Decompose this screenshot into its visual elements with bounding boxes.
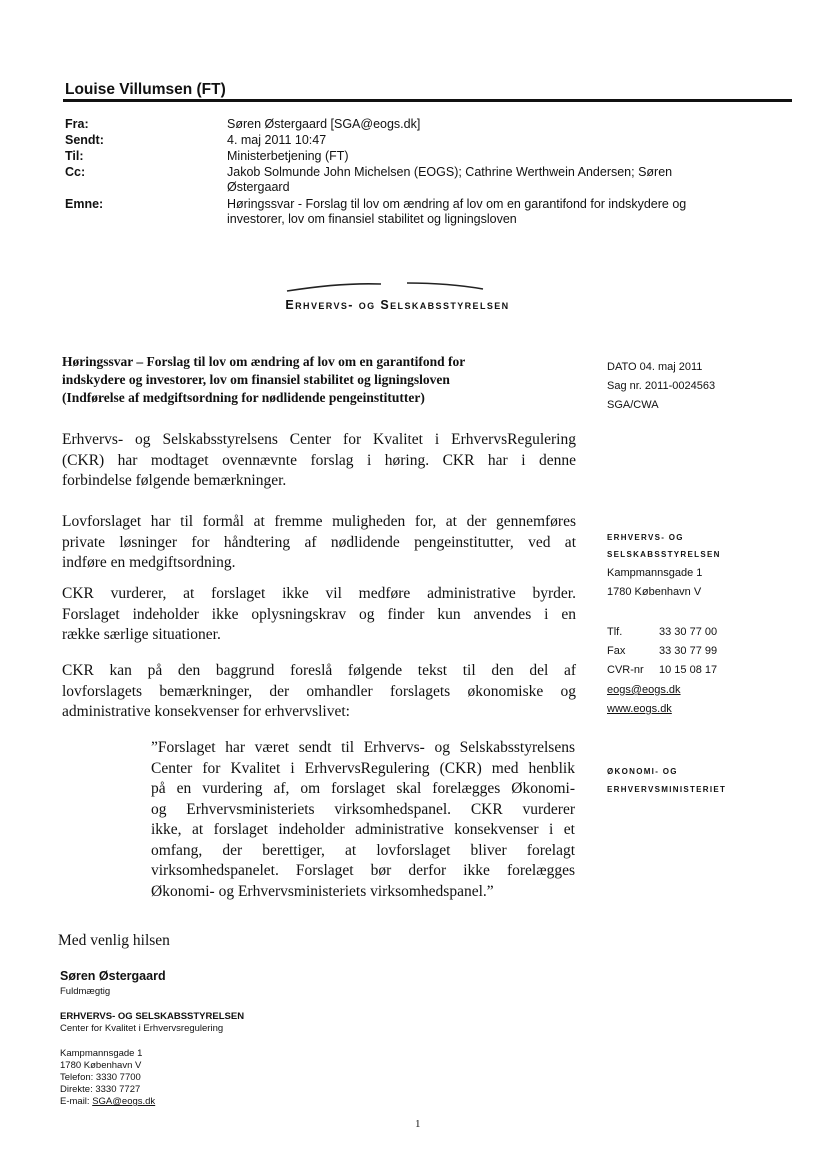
ministry-line2: ERHVERVSMINISTERIET	[607, 785, 727, 794]
paragraph-line: Erhvervs- og Selskabsstyrelsens Center for Kvalitet i ErhvervsRegulering	[62, 431, 576, 448]
signature-email-line	[60, 1096, 155, 1107]
letter-subject	[62, 353, 542, 407]
fax-value: 33 30 77 99	[659, 645, 718, 657]
org-name-line1: ERHVERVS- OG	[607, 533, 684, 542]
page-number: 1	[415, 1118, 421, 1130]
quote-line: ikke, at forslaget indeholder administrative konsekvenser i et	[151, 821, 575, 838]
body-paragraph	[62, 430, 576, 492]
paragraph-line: CKR vurderer, at forslaget ikke vil medføre administrative byrder.	[62, 585, 576, 602]
ministry-line1: ØKONOMI- OG	[607, 767, 678, 776]
signature-dept: Center for Kvalitet i Erhvervsregulering	[60, 1023, 224, 1034]
org-email-link[interactable]: eogs@eogs.dk	[607, 684, 681, 696]
signature-title: Fuldmægtig	[60, 986, 111, 997]
paragraph-line: Lovforslaget har til formål at fremme muligheden for, at der gennemføres	[62, 513, 576, 530]
paragraph-line: private løsninger for håndtering af nødlidende pengeinstitutter, ved at	[62, 533, 576, 551]
email-subject-line: investorer, lov om finansiel stabilitet og ligningsloven	[227, 212, 517, 226]
signature-email-link[interactable]: SGA@eogs.dk	[92, 1096, 156, 1107]
signature-org: ERHVERVS- OG SELSKABSSTYRELSEN	[60, 1011, 245, 1022]
reference: SGA/CWA	[607, 399, 659, 411]
paragraph-line: administrative konsekvenser for erhvervslivet:	[62, 703, 350, 720]
subject-label: Emne:	[65, 197, 104, 211]
agency-logo-swoosh-icon	[285, 275, 485, 295]
org-web-link[interactable]: www.eogs.dk	[607, 703, 672, 715]
body-paragraph	[62, 661, 576, 723]
paragraph-line: Forslaget indeholder ikke oplysningskrav og finder kun anvendes i en	[62, 605, 576, 623]
paragraph-line: CKR kan på den baggrund foreslå følgende tekst til den del af	[62, 662, 576, 679]
subject-line: indskydere og investorer, lov om finansiel stabilitet og ligningsloven	[62, 372, 450, 387]
cc-line: Østergaard	[227, 180, 290, 194]
cc-line: Jakob Solmunde John Michelsen (EOGS); Cathrine Werthwein Andersen; Søren	[227, 165, 673, 179]
closing-greeting: Med venlig hilsen	[58, 932, 170, 949]
quote-line: ”Forslaget har været sendt til Erhvervs- og Selskabsstyrelsens	[151, 739, 575, 756]
signature-email-label: E-mail:	[60, 1096, 93, 1107]
signature-address-line: Kampmannsgade 1	[60, 1048, 143, 1059]
from-value: Søren Østergaard [SGA@eogs.dk]	[227, 117, 421, 131]
cvr-label: CVR-nr	[607, 664, 644, 676]
paragraph-line: lovforslagets bemærkninger, der omhandler forslagets økonomiske og	[62, 682, 576, 700]
proposed-text-quote	[151, 738, 575, 902]
header-divider	[63, 99, 792, 102]
signature-name: Søren Østergaard	[60, 969, 166, 983]
quote-line: og Erhvervsministeriets virksomhedspanel. CKR vurderer	[151, 800, 575, 818]
from-label: Fra:	[65, 117, 89, 131]
signature-address-line: 1780 København V	[60, 1060, 142, 1071]
letter-date: DATO 04. maj 2011	[607, 361, 703, 373]
body-paragraph	[62, 584, 576, 646]
to-label: Til:	[65, 149, 84, 163]
sent-value: 4. maj 2011 10:47	[227, 133, 327, 147]
subject-value	[227, 197, 767, 227]
subject-line: Høringssvar – Forslag til lov om ændring af lov om en garantifond for	[62, 354, 466, 369]
phone-value: 33 30 77 00	[659, 626, 718, 638]
org-name-line2: SELSKABSSTYRELSEN	[607, 550, 721, 559]
quote-line: Økonomi- og Erhvervsministeriets virksomhedspanel.”	[151, 882, 494, 900]
paragraph-line: forbindelse følgende bemærkninger.	[62, 472, 287, 489]
paragraph-line: indføre en medgiftsordning.	[62, 554, 236, 571]
signature-address-line: Direkte: 3330 7727	[60, 1084, 141, 1095]
subject-line: (Indførelse af medgiftsordning for nødlidende pengeinstitutter)	[62, 390, 425, 405]
agency-logo-text: Erhvervs- og Selskabsstyrelsen	[285, 298, 510, 312]
paragraph-line: række særlige situationer.	[62, 626, 221, 643]
cc-label: Cc:	[65, 165, 86, 179]
body-paragraph	[62, 512, 576, 574]
quote-line: på en vurdering af, om forslaget skal forelægges Økonomi-	[151, 780, 575, 797]
fax-label: Fax	[607, 645, 626, 657]
paragraph-line: (CKR) har modtaget ovennævnte forslag i høring. CKR har i denne	[62, 451, 576, 469]
cc-value	[227, 165, 767, 195]
email-subject-line: Høringssvar - Forslag til lov om ændring af lov om en garantifond for indskydere og	[227, 197, 687, 211]
signature-address-line: Telefon: 3330 7700	[60, 1072, 141, 1083]
phone-label: Tlf.	[607, 626, 623, 638]
org-city: 1780 København V	[607, 586, 702, 598]
org-street: Kampmannsgade 1	[607, 567, 703, 579]
sender-name: Louise Villumsen (FT)	[65, 81, 226, 98]
case-number: Sag nr. 2011-0024563	[607, 380, 716, 392]
to-value: Ministerbetjening (FT)	[227, 149, 349, 163]
cvr-value: 10 15 08 17	[659, 664, 718, 676]
quote-line: Center for Kvalitet i ErhvervsRegulering (CKR) med henblik	[151, 759, 575, 777]
quote-line: virksomhedspanelet. Forslaget bør derfor ikke forelægges	[151, 862, 575, 879]
sent-label: Sendt:	[65, 133, 104, 147]
quote-line: omfang, der berettiger, at lovforslaget bliver forelagt	[151, 841, 575, 859]
